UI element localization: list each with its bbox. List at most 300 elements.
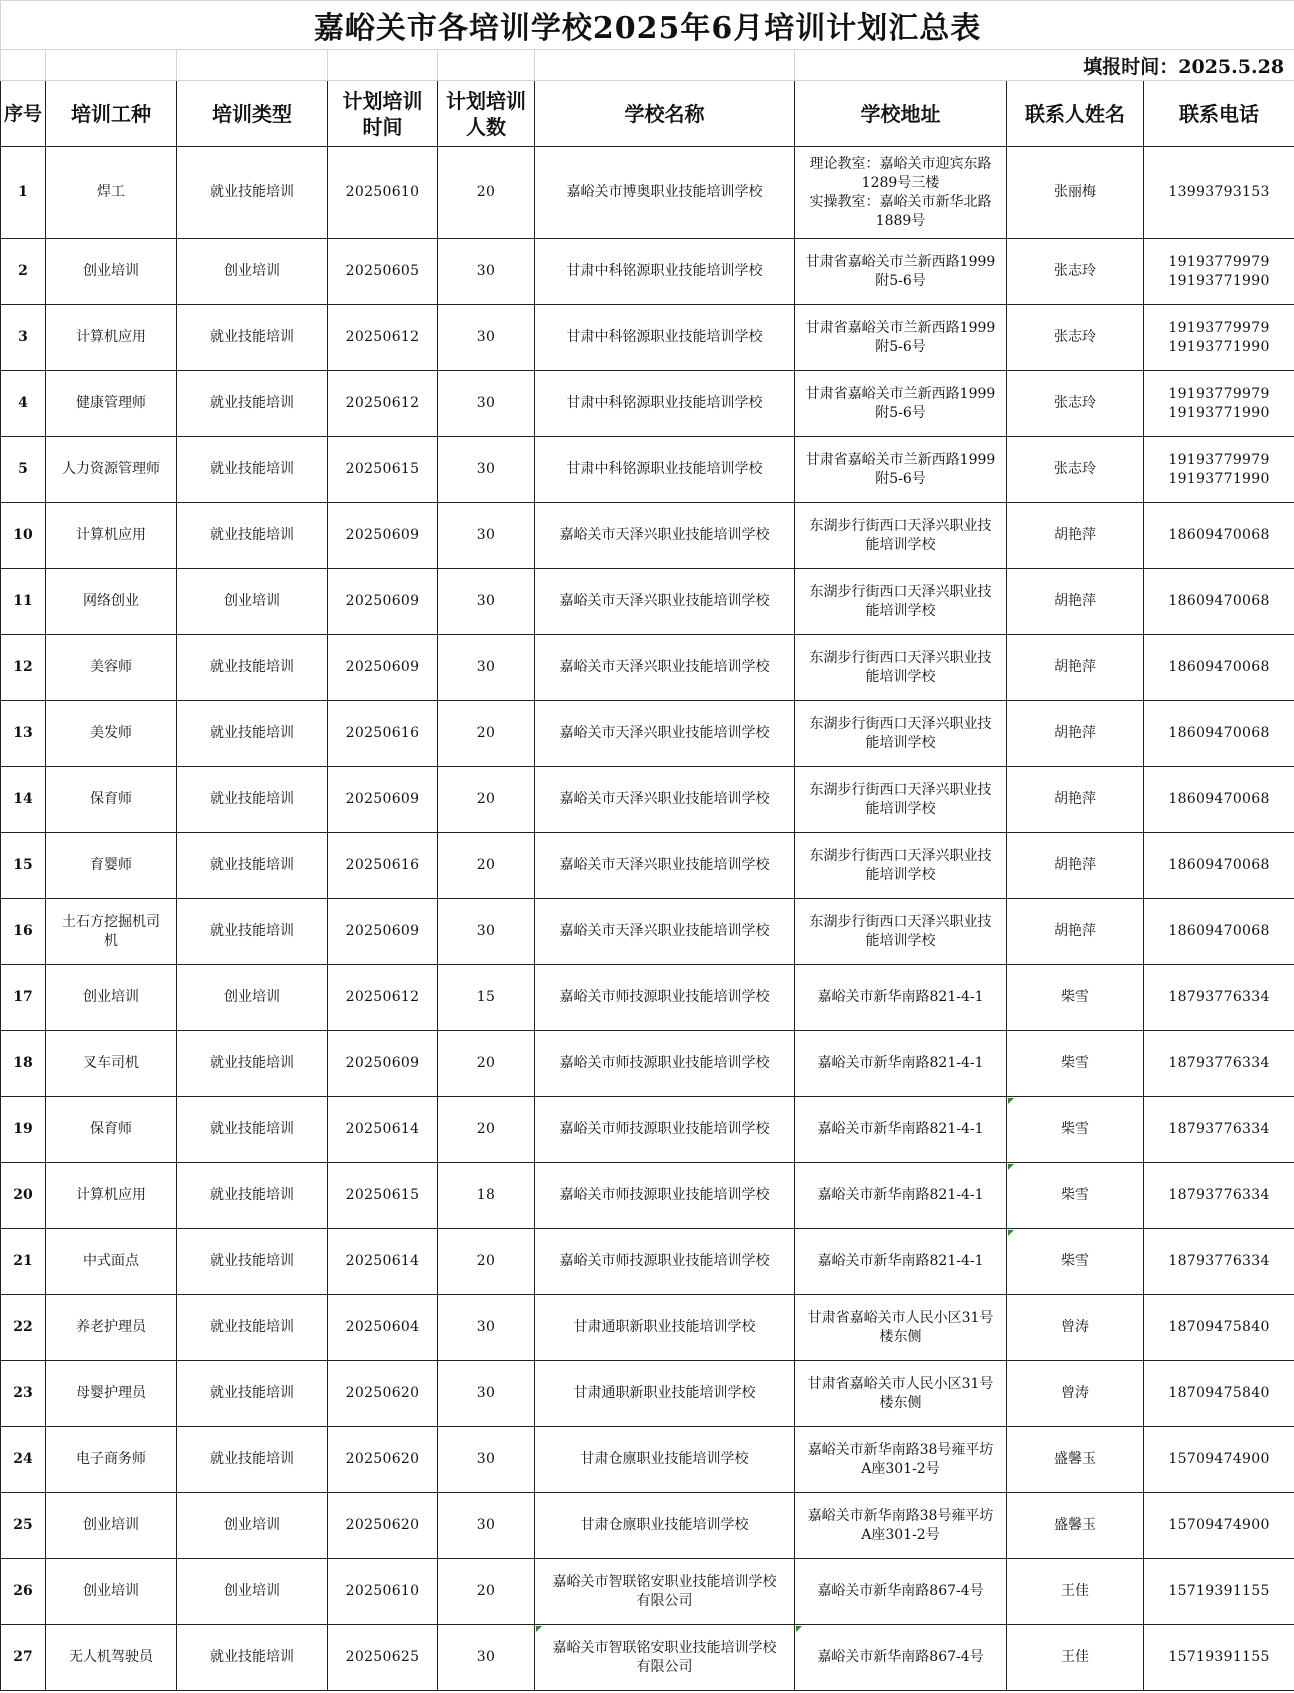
cell-category[interactable]: 创业培训	[177, 1559, 328, 1625]
cell-comment-marker	[1008, 1230, 1014, 1236]
cell-category[interactable]: 就业技能培训	[177, 1163, 328, 1229]
cell-type-line: 养老护理员	[76, 1319, 146, 1335]
cell-type-line: 创业培训	[83, 1517, 139, 1533]
cell-category[interactable]: 就业技能培训	[177, 147, 328, 239]
cell-school-line: 嘉峪关市天泽兴职业技能培训学校	[559, 923, 770, 939]
cell-contact[interactable]: 胡艳萍	[1007, 701, 1144, 767]
cell-contact[interactable]: 王佳	[1007, 1559, 1144, 1625]
cell-address-line: 嘉峪关市新华南路821-4-1	[817, 1253, 984, 1269]
header-address: 学校地址	[795, 81, 1007, 147]
cell-category[interactable]: 就业技能培训	[177, 635, 328, 701]
cell-phone-line: 18609470068	[1168, 725, 1270, 741]
cell-seq[interactable]: 4	[1, 371, 46, 437]
cell-time[interactable]: 20250612	[328, 305, 438, 371]
cell-phone[interactable]	[1144, 569, 1294, 635]
cell-type[interactable]	[46, 371, 177, 437]
cell-count[interactable]: 30	[438, 1427, 535, 1493]
blank-cell[interactable]	[438, 50, 535, 81]
cell-address[interactable]	[795, 1163, 1007, 1229]
cell-school-line: 有限公司	[636, 1658, 693, 1675]
cell-contact[interactable]: 胡艳萍	[1007, 635, 1144, 701]
cell-school[interactable]	[535, 1493, 795, 1559]
header-contact: 联系人姓名	[1007, 81, 1144, 147]
cell-type-line: 机	[104, 932, 118, 949]
blank-cell[interactable]	[177, 50, 328, 81]
cell-count[interactable]: 30	[438, 1493, 535, 1559]
cell-time[interactable]: 20250625	[328, 1625, 438, 1691]
table-row	[1, 635, 1294, 701]
cell-type[interactable]	[46, 767, 177, 833]
cell-seq[interactable]: 25	[1, 1493, 46, 1559]
cell-contact[interactable]: 张志玲	[1007, 371, 1144, 437]
cell-address-line: 能培训学校	[865, 734, 936, 751]
cell-contact[interactable]: 柴雪	[1007, 965, 1144, 1031]
cell-phone-line: 18793776334	[1168, 1253, 1270, 1269]
cell-address[interactable]	[795, 147, 1007, 239]
cell-time[interactable]: 20250620	[328, 1361, 438, 1427]
cell-phone[interactable]	[1144, 1559, 1294, 1625]
cell-category[interactable]: 就业技能培训	[177, 437, 328, 503]
cell-address[interactable]	[795, 701, 1007, 767]
cell-type[interactable]	[46, 1625, 177, 1691]
cell-type[interactable]	[46, 1493, 177, 1559]
cell-seq[interactable]: 14	[1, 767, 46, 833]
cell-category[interactable]: 就业技能培训	[177, 1625, 328, 1691]
table-row	[1, 1427, 1294, 1493]
cell-phone-line: 19193771990	[1168, 272, 1270, 289]
cell-phone[interactable]	[1144, 1229, 1294, 1295]
cell-category[interactable]: 创业培训	[177, 569, 328, 635]
cell-category[interactable]: 就业技能培训	[177, 701, 328, 767]
cell-address[interactable]	[795, 1625, 1007, 1691]
cell-time[interactable]: 20250616	[328, 833, 438, 899]
cell-seq[interactable]: 17	[1, 965, 46, 1031]
cell-school-line: 嘉峪关市天泽兴职业技能培训学校	[559, 659, 770, 675]
cell-type[interactable]	[46, 1361, 177, 1427]
cell-type[interactable]	[46, 1097, 177, 1163]
cell-seq[interactable]: 13	[1, 701, 46, 767]
cell-phone[interactable]	[1144, 147, 1294, 239]
cell-address[interactable]	[795, 1559, 1007, 1625]
cell-time[interactable]: 20250609	[328, 569, 438, 635]
cell-count[interactable]: 20	[438, 1229, 535, 1295]
cell-address-line: 甘肃省嘉峪关市兰新西路1999	[805, 451, 996, 468]
cell-phone-line: 19193771990	[1168, 470, 1270, 487]
cell-school[interactable]	[535, 147, 795, 239]
cell-school[interactable]	[535, 899, 795, 965]
cell-time[interactable]: 20250615	[328, 437, 438, 503]
cell-seq[interactable]: 3	[1, 305, 46, 371]
cell-address-line: 嘉峪关市新华南路867-4号	[817, 1649, 984, 1665]
cell-contact[interactable]: 胡艳萍	[1007, 833, 1144, 899]
cell-school[interactable]	[535, 635, 795, 701]
cell-count[interactable]: 15	[438, 965, 535, 1031]
cell-category[interactable]: 就业技能培训	[177, 1427, 328, 1493]
header-count	[438, 81, 535, 147]
cell-phone[interactable]	[1144, 1625, 1294, 1691]
cell-phone[interactable]	[1144, 1163, 1294, 1229]
cell-address-line: 能培训学校	[865, 932, 936, 949]
cell-contact[interactable]: 张志玲	[1007, 239, 1144, 305]
header-school: 学校名称	[535, 81, 795, 147]
cell-school[interactable]	[535, 1229, 795, 1295]
cell-seq[interactable]: 20	[1, 1163, 46, 1229]
cell-seq[interactable]: 5	[1, 437, 46, 503]
cell-category[interactable]: 就业技能培训	[177, 371, 328, 437]
cell-phone[interactable]	[1144, 965, 1294, 1031]
cell-address[interactable]	[795, 503, 1007, 569]
cell-school[interactable]	[535, 569, 795, 635]
cell-type-line: 美容师	[90, 659, 132, 675]
cell-count[interactable]: 20	[438, 1031, 535, 1097]
cell-address[interactable]	[795, 1229, 1007, 1295]
cell-address-line: 嘉峪关市新华南路821-4-1	[817, 989, 984, 1005]
table-row	[1, 147, 1294, 239]
cell-time[interactable]: 20250605	[328, 239, 438, 305]
cell-school[interactable]	[535, 1559, 795, 1625]
cell-type[interactable]	[46, 239, 177, 305]
cell-address[interactable]	[795, 371, 1007, 437]
cell-seq[interactable]: 15	[1, 833, 46, 899]
cell-address-line: 楼东侧	[879, 1394, 922, 1411]
cell-phone[interactable]	[1144, 503, 1294, 569]
cell-time[interactable]: 20250612	[328, 965, 438, 1031]
cell-count[interactable]: 20	[438, 701, 535, 767]
cell-school[interactable]	[535, 1625, 795, 1691]
cell-type-line: 创业培训	[83, 989, 139, 1005]
cell-type-line: 美发师	[90, 725, 132, 741]
table-row	[1, 1625, 1294, 1691]
cell-type[interactable]	[46, 635, 177, 701]
cell-address[interactable]	[795, 1097, 1007, 1163]
title-row	[1, 1, 1294, 50]
cell-address-line: 能培训学校	[865, 668, 936, 685]
cell-address[interactable]	[795, 1493, 1007, 1559]
cell-contact[interactable]: 柴雪	[1007, 1097, 1144, 1163]
cell-school-line: 甘肃中科铭源职业技能培训学校	[566, 461, 763, 477]
cell-address[interactable]	[795, 965, 1007, 1031]
cell-count[interactable]: 20	[438, 833, 535, 899]
cell-school[interactable]	[535, 239, 795, 305]
cell-phone[interactable]	[1144, 1493, 1294, 1559]
cell-category[interactable]: 就业技能培训	[177, 1097, 328, 1163]
cell-phone[interactable]	[1144, 833, 1294, 899]
cell-phone-line: 18609470068	[1168, 857, 1270, 873]
cell-school-line: 嘉峪关市师技源职业技能培训学校	[559, 1055, 770, 1071]
cell-category[interactable]: 就业技能培训	[177, 503, 328, 569]
cell-category[interactable]: 就业技能培训	[177, 767, 328, 833]
cell-school[interactable]	[535, 1097, 795, 1163]
cell-count[interactable]: 20	[438, 1559, 535, 1625]
cell-contact[interactable]: 张志玲	[1007, 305, 1144, 371]
cell-address-line: 嘉峪关市新华南路821-4-1	[817, 1055, 984, 1071]
cell-phone[interactable]	[1144, 1295, 1294, 1361]
cell-count[interactable]: 30	[438, 1361, 535, 1427]
cell-seq[interactable]: 16	[1, 899, 46, 965]
cell-address[interactable]	[795, 1031, 1007, 1097]
table-row	[1, 701, 1294, 767]
cell-seq[interactable]: 12	[1, 635, 46, 701]
cell-time[interactable]: 20250609	[328, 767, 438, 833]
cell-phone-line: 15709474900	[1168, 1451, 1270, 1467]
cell-count[interactable]: 30	[438, 503, 535, 569]
cell-school-line: 嘉峪关市师技源职业技能培训学校	[559, 1187, 770, 1203]
cell-phone[interactable]	[1144, 371, 1294, 437]
cell-seq[interactable]: 23	[1, 1361, 46, 1427]
cell-category[interactable]: 就业技能培训	[177, 305, 328, 371]
cell-type[interactable]	[46, 1229, 177, 1295]
cell-school-line: 嘉峪关市天泽兴职业技能培训学校	[559, 725, 770, 741]
cell-address[interactable]	[795, 1361, 1007, 1427]
cell-address-line: 嘉峪关市新华南路821-4-1	[817, 1121, 984, 1137]
cell-contact[interactable]: 柴雪	[1007, 1163, 1144, 1229]
cell-seq[interactable]: 26	[1, 1559, 46, 1625]
blank-cell[interactable]	[46, 50, 177, 81]
cell-school[interactable]	[535, 1427, 795, 1493]
cell-phone[interactable]	[1144, 701, 1294, 767]
cell-time[interactable]: 20250612	[328, 371, 438, 437]
cell-school-line: 嘉峪关市师技源职业技能培训学校	[559, 989, 770, 1005]
cell-count[interactable]: 30	[438, 899, 535, 965]
cell-type[interactable]	[46, 899, 177, 965]
cell-seq[interactable]: 10	[1, 503, 46, 569]
cell-time[interactable]: 20250620	[328, 1493, 438, 1559]
cell-phone-line: 18609470068	[1168, 593, 1270, 609]
cell-category[interactable]: 就业技能培训	[177, 899, 328, 965]
cell-time[interactable]: 20250610	[328, 147, 438, 239]
cell-address[interactable]	[795, 635, 1007, 701]
cell-school-line: 有限公司	[636, 1592, 693, 1609]
cell-address-line: 1289号三楼	[861, 174, 940, 191]
cell-time[interactable]: 20250615	[328, 1163, 438, 1229]
cell-school[interactable]	[535, 1361, 795, 1427]
cell-phone-line: 18793776334	[1168, 1187, 1270, 1203]
cell-category[interactable]: 创业培训	[177, 239, 328, 305]
cell-school-line: 嘉峪关市天泽兴职业技能培训学校	[559, 857, 770, 873]
cell-school[interactable]	[535, 767, 795, 833]
cell-address-line: 甘肃省嘉峪关市人民小区31号	[807, 1309, 994, 1326]
cell-category[interactable]: 就业技能培训	[177, 1295, 328, 1361]
cell-comment-marker	[1008, 1164, 1014, 1170]
cell-address[interactable]	[795, 1295, 1007, 1361]
table-row	[1, 1097, 1294, 1163]
blank-cell[interactable]	[535, 50, 795, 81]
cell-phone[interactable]	[1144, 899, 1294, 965]
cell-phone-line: 19193771990	[1168, 338, 1270, 355]
cell-contact[interactable]: 柴雪	[1007, 1031, 1144, 1097]
cell-contact[interactable]: 张丽梅	[1007, 147, 1144, 239]
cell-address[interactable]	[795, 437, 1007, 503]
cell-count[interactable]: 20	[438, 767, 535, 833]
cell-school[interactable]	[535, 503, 795, 569]
cell-seq[interactable]: 18	[1, 1031, 46, 1097]
cell-type[interactable]	[46, 503, 177, 569]
cell-category[interactable]: 就业技能培训	[177, 833, 328, 899]
cell-type[interactable]	[46, 1163, 177, 1229]
header-seq: 序号	[1, 81, 46, 147]
cell-address-line: 东湖步行街西口天泽兴职业技	[809, 847, 992, 864]
cell-contact[interactable]: 柴雪	[1007, 1229, 1144, 1295]
cell-phone-line: 18709475840	[1168, 1385, 1270, 1401]
page-title: 嘉峪关市各培训学校2025年6月培训计划汇总表	[1, 1, 1294, 50]
cell-school[interactable]	[535, 965, 795, 1031]
cell-address[interactable]	[795, 833, 1007, 899]
cell-time[interactable]: 20250620	[328, 1427, 438, 1493]
cell-count[interactable]: 30	[438, 437, 535, 503]
cell-count[interactable]: 30	[438, 635, 535, 701]
cell-school[interactable]	[535, 1295, 795, 1361]
cell-type[interactable]	[46, 701, 177, 767]
cell-count[interactable]: 30	[438, 569, 535, 635]
cell-time[interactable]: 20250609	[328, 899, 438, 965]
cell-address[interactable]	[795, 767, 1007, 833]
cell-address-line: 实操教室：嘉峪关市新华北路	[809, 193, 992, 210]
cell-seq[interactable]: 1	[1, 147, 46, 239]
cell-contact[interactable]: 盛馨玉	[1007, 1427, 1144, 1493]
cell-time[interactable]: 20250610	[328, 1559, 438, 1625]
cell-contact[interactable]: 胡艳萍	[1007, 899, 1144, 965]
cell-category[interactable]: 创业培训	[177, 1493, 328, 1559]
cell-seq[interactable]: 21	[1, 1229, 46, 1295]
cell-address-line: 甘肃省嘉峪关市兰新西路1999	[805, 385, 996, 402]
cell-school-line: 甘肃通职新职业技能培训学校	[573, 1319, 756, 1335]
cell-time[interactable]: 20250609	[328, 635, 438, 701]
table-row	[1, 305, 1294, 371]
cell-address-line: A座301-2号	[861, 1460, 940, 1477]
cell-type-line: 计算机应用	[76, 527, 146, 543]
cell-type[interactable]	[46, 147, 177, 239]
cell-school-line: 甘肃仓廪职业技能培训学校	[580, 1517, 749, 1533]
cell-phone[interactable]	[1144, 305, 1294, 371]
cell-address-line: 楼东侧	[879, 1328, 922, 1345]
cell-contact[interactable]: 王佳	[1007, 1625, 1144, 1691]
cell-school[interactable]	[535, 701, 795, 767]
cell-school-line: 嘉峪关市智联铭安职业技能培训学校	[552, 1573, 777, 1590]
cell-count[interactable]: 20	[438, 1097, 535, 1163]
cell-time[interactable]: 20250604	[328, 1295, 438, 1361]
cell-address[interactable]	[795, 1427, 1007, 1493]
cell-time[interactable]: 20250614	[328, 1097, 438, 1163]
cell-phone[interactable]	[1144, 437, 1294, 503]
cell-seq[interactable]: 24	[1, 1427, 46, 1493]
cell-count[interactable]: 30	[438, 371, 535, 437]
table-row	[1, 1493, 1294, 1559]
cell-type[interactable]	[46, 1559, 177, 1625]
header-row	[1, 81, 1294, 147]
cell-phone[interactable]	[1144, 1427, 1294, 1493]
cell-address-line: 甘肃省嘉峪关市人民小区31号	[807, 1375, 994, 1392]
cell-type[interactable]	[46, 833, 177, 899]
blank-cell[interactable]	[1, 50, 46, 81]
cell-contact[interactable]: 张志玲	[1007, 437, 1144, 503]
cell-type[interactable]	[46, 965, 177, 1031]
cell-seq[interactable]: 2	[1, 239, 46, 305]
cell-address-line: 东湖步行街西口天泽兴职业技	[809, 781, 992, 798]
cell-school[interactable]	[535, 1163, 795, 1229]
cell-type[interactable]	[46, 569, 177, 635]
cell-count[interactable]: 20	[438, 147, 535, 239]
cell-school[interactable]	[535, 833, 795, 899]
cell-time[interactable]: 20250609	[328, 503, 438, 569]
cell-contact[interactable]: 胡艳萍	[1007, 767, 1144, 833]
cell-time[interactable]: 20250609	[328, 1031, 438, 1097]
table-row	[1, 1559, 1294, 1625]
cell-school-line: 甘肃中科铭源职业技能培训学校	[566, 395, 763, 411]
cell-type[interactable]	[46, 305, 177, 371]
cell-contact[interactable]: 胡艳萍	[1007, 503, 1144, 569]
cell-phone[interactable]	[1144, 1031, 1294, 1097]
table-row	[1, 437, 1294, 503]
header-phone: 联系电话	[1144, 81, 1294, 147]
cell-seq[interactable]: 22	[1, 1295, 46, 1361]
header-type: 培训工种	[46, 81, 177, 147]
cell-category[interactable]: 就业技能培训	[177, 1361, 328, 1427]
cell-contact[interactable]: 曾涛	[1007, 1295, 1144, 1361]
cell-school[interactable]	[535, 305, 795, 371]
table-row	[1, 569, 1294, 635]
cell-address[interactable]	[795, 239, 1007, 305]
cell-phone[interactable]	[1144, 1097, 1294, 1163]
cell-type[interactable]	[46, 437, 177, 503]
cell-contact[interactable]: 盛馨玉	[1007, 1493, 1144, 1559]
table-row	[1, 371, 1294, 437]
cell-phone[interactable]	[1144, 635, 1294, 701]
cell-category[interactable]: 就业技能培训	[177, 1031, 328, 1097]
cell-time[interactable]: 20250614	[328, 1229, 438, 1295]
cell-address-line: 东湖步行街西口天泽兴职业技	[809, 649, 992, 666]
cell-address-line: 嘉峪关市新华南路867-4号	[817, 1583, 984, 1599]
cell-school-line: 嘉峪关市天泽兴职业技能培训学校	[559, 791, 770, 807]
cell-category[interactable]: 就业技能培训	[177, 1229, 328, 1295]
cell-school-line: 甘肃中科铭源职业技能培训学校	[566, 263, 763, 279]
cell-contact[interactable]: 曾涛	[1007, 1361, 1144, 1427]
cell-phone[interactable]	[1144, 1361, 1294, 1427]
cell-school-line: 嘉峪关市师技源职业技能培训学校	[559, 1253, 770, 1269]
cell-type[interactable]	[46, 1295, 177, 1361]
cell-phone-line: 19193779979	[1168, 385, 1270, 402]
cell-contact[interactable]: 胡艳萍	[1007, 569, 1144, 635]
cell-seq[interactable]: 11	[1, 569, 46, 635]
cell-time[interactable]: 20250616	[328, 701, 438, 767]
cell-address[interactable]	[795, 899, 1007, 965]
cell-phone[interactable]	[1144, 767, 1294, 833]
cell-count[interactable]: 30	[438, 1295, 535, 1361]
cell-school[interactable]	[535, 437, 795, 503]
cell-count[interactable]: 30	[438, 1625, 535, 1691]
cell-school-line: 嘉峪关市智联铭安职业技能培训学校	[552, 1639, 777, 1656]
table-row	[1, 1163, 1294, 1229]
cell-school-line: 甘肃仓廪职业技能培训学校	[580, 1451, 749, 1467]
cell-seq[interactable]: 27	[1, 1625, 46, 1691]
cell-school[interactable]	[535, 371, 795, 437]
cell-count[interactable]: 30	[438, 239, 535, 305]
cell-count[interactable]: 18	[438, 1163, 535, 1229]
cell-phone-line: 13993793153	[1168, 184, 1270, 200]
blank-cell[interactable]	[328, 50, 438, 81]
cell-school[interactable]	[535, 1031, 795, 1097]
cell-type[interactable]	[46, 1031, 177, 1097]
cell-type[interactable]	[46, 1427, 177, 1493]
cell-phone[interactable]	[1144, 239, 1294, 305]
cell-comment-marker	[536, 1626, 542, 1632]
cell-category[interactable]: 创业培训	[177, 965, 328, 1031]
cell-phone-line: 18609470068	[1168, 923, 1270, 939]
cell-seq[interactable]: 19	[1, 1097, 46, 1163]
cell-address[interactable]	[795, 569, 1007, 635]
cell-address[interactable]	[795, 305, 1007, 371]
cell-count[interactable]: 30	[438, 305, 535, 371]
cell-address-line: 东湖步行街西口天泽兴职业技	[809, 583, 992, 600]
